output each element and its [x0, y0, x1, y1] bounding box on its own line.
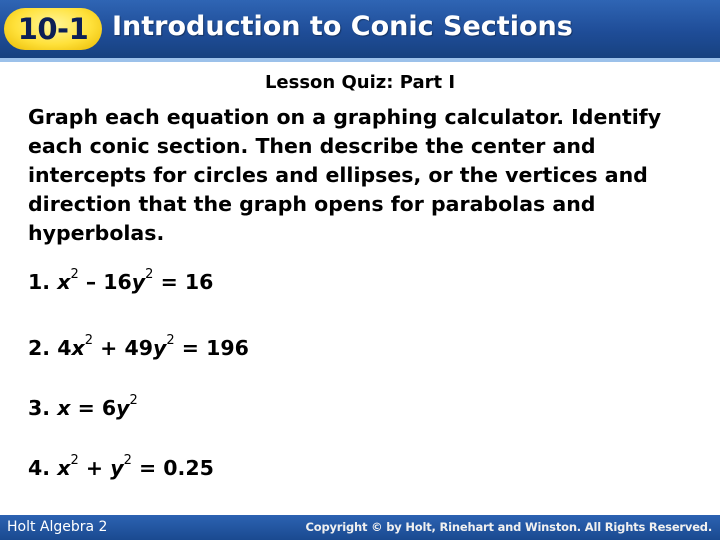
header-divider [0, 58, 720, 62]
exponent: 2 [84, 333, 93, 349]
right-hand-side: = 0.25 [138, 456, 214, 480]
publisher-label: Holt Algebra 2 [7, 519, 108, 535]
variable-x: x [57, 456, 71, 480]
question-3 [28, 393, 138, 420]
quiz-instructions: Graph each equation on a graphing calculator. Identify each conic section. Then describe the center and intercepts for circles and ellipses, or the vertices and direction that the graph opens for parabolas and hyperbolas. [28, 105, 662, 245]
question-2 [28, 333, 249, 360]
coefficient: 16 [103, 270, 132, 294]
exponent: 2 [166, 333, 175, 349]
variable-y: y [110, 456, 124, 480]
variable-y: y [116, 396, 130, 420]
coefficient: 4 [57, 336, 72, 360]
lesson-number-badge: 10-1 [4, 8, 102, 50]
coefficient: 49 [124, 336, 153, 360]
question-number: 2. [28, 336, 51, 360]
variable-x: x [57, 396, 71, 420]
exponent: 2 [123, 453, 132, 469]
question-4 [28, 453, 214, 480]
operator: + [85, 456, 104, 480]
variable-x: x [57, 270, 71, 294]
exponent: 2 [145, 267, 154, 283]
exponent: 2 [129, 393, 138, 409]
variable-y: y [131, 270, 146, 294]
question-1 [28, 267, 214, 294]
right-hand-side: = 196 [181, 336, 249, 360]
quiz-subtitle: Lesson Quiz: Part I [264, 72, 456, 93]
copyright-notice: Copyright © by Holt, Rinehart and Winston. All Rights Reserved. [305, 520, 712, 534]
question-number: 1. [28, 270, 51, 294]
question-number: 3. [28, 396, 51, 420]
exponent: 2 [70, 453, 79, 469]
variable-x: x [71, 336, 85, 360]
equals-sign: = [77, 396, 95, 420]
right-hand-side: = 16 [160, 270, 214, 294]
slide-footer [0, 515, 720, 540]
variable-y: y [152, 336, 167, 360]
slide-header [0, 0, 720, 58]
operator: + [100, 336, 118, 360]
exponent: 2 [70, 267, 79, 283]
slide-title: Introduction to Conic Sections [112, 11, 573, 42]
question-number: 4. [28, 456, 51, 480]
operator: – [85, 270, 97, 294]
coefficient: 6 [101, 396, 117, 420]
